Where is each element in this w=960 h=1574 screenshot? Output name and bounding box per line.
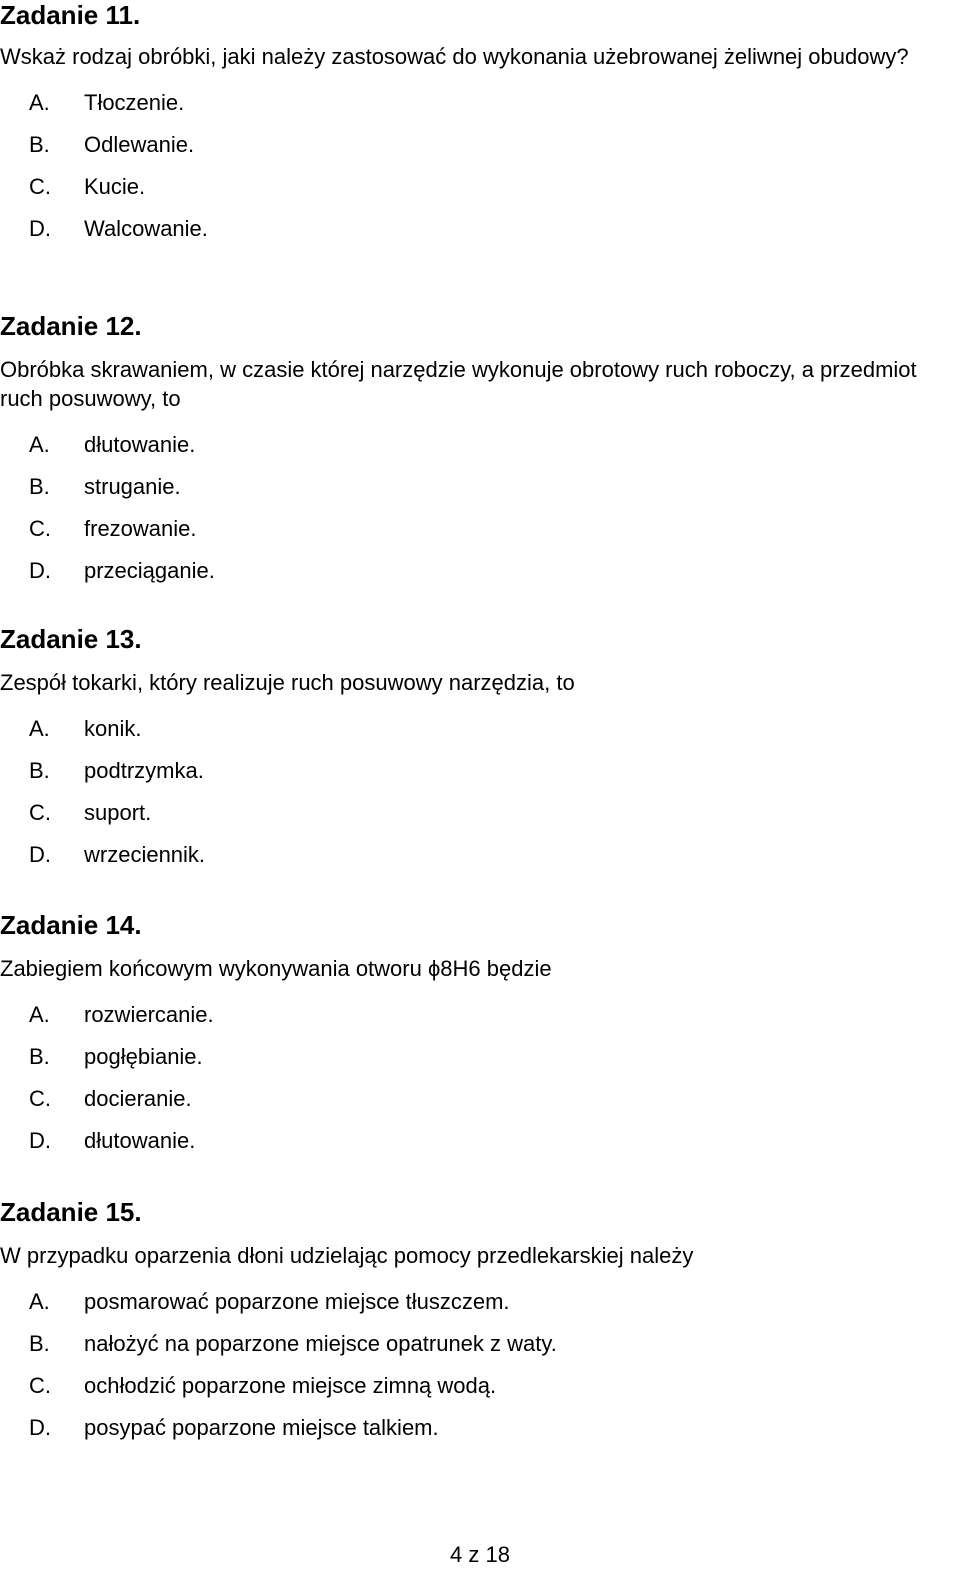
task-question: Zespół tokarki, który realizuje ruch posuwowy narzędzia, to	[0, 670, 575, 695]
answer-option-a	[0, 1003, 960, 1045]
answer-option-b	[0, 759, 960, 801]
answer-option-b	[0, 133, 960, 175]
task-title: Zadanie 15.	[0, 1197, 142, 1227]
answer-option-d	[0, 1416, 960, 1458]
answer-option-d	[0, 559, 960, 601]
answer-option-a	[0, 433, 960, 475]
option-text: Odlewanie.	[84, 132, 195, 157]
option-text: Walcowanie.	[84, 216, 208, 241]
answer-option-b	[0, 1332, 960, 1374]
option-letter: A.	[29, 1002, 50, 1027]
option-letter: C.	[29, 516, 51, 541]
answer-option-c	[0, 517, 960, 559]
option-text: dłutowanie.	[84, 1128, 196, 1153]
task-15	[0, 1197, 960, 1458]
option-text: pogłębianie.	[84, 1044, 203, 1069]
option-letter: D.	[29, 1128, 51, 1153]
answer-option-a	[0, 91, 960, 133]
option-letter: D.	[29, 842, 51, 867]
task-title: Zadanie 11.	[0, 0, 141, 30]
task-title: Zadanie 13.	[0, 624, 142, 654]
task-title: Zadanie 12.	[0, 311, 142, 341]
option-text: suport.	[84, 800, 152, 825]
option-text: nałożyć na poparzone miejsce opatrunek z waty.	[84, 1331, 557, 1356]
answer-option-b	[0, 475, 960, 517]
task-12	[0, 311, 960, 601]
option-letter: B.	[29, 474, 50, 499]
task-question: Obróbka skrawaniem, w czasie której narzędzie wykonuje obrotowy ruch roboczy, a przedmiot ruch posuwowy, to	[0, 357, 917, 411]
option-text: posypać poparzone miejsce talkiem.	[84, 1415, 439, 1440]
option-letter: A.	[29, 90, 50, 115]
option-text: docieranie.	[84, 1086, 192, 1111]
answer-option-d	[0, 843, 960, 885]
task-14	[0, 910, 960, 1171]
task-question: Wskaż rodzaj obróbki, jaki należy zastosować do wykonania użebrowanej żeliwnej obudowy?	[0, 44, 909, 69]
option-letter: D.	[29, 216, 51, 241]
option-letter: B.	[29, 758, 50, 783]
task-question: Zabiegiem końcowym wykonywania otworu ϕ8H6 będzie	[0, 956, 552, 981]
page-number: 4 z 18	[450, 1542, 510, 1567]
answer-option-a	[0, 717, 960, 759]
option-letter: C.	[29, 1373, 51, 1398]
option-text: Kucie.	[84, 174, 146, 199]
answer-option-d	[0, 217, 960, 259]
option-text: podtrzymka.	[84, 758, 204, 783]
answer-options	[0, 717, 960, 885]
task-question: W przypadku oparzenia dłoni udzielając pomocy przedlekarskiej należy	[0, 1243, 694, 1268]
answer-option-c	[0, 1087, 960, 1129]
option-letter: D.	[29, 558, 51, 583]
option-letter: C.	[29, 1086, 51, 1111]
answer-option-a	[0, 1290, 960, 1332]
option-letter: A.	[29, 716, 50, 741]
answer-option-c	[0, 801, 960, 843]
answer-option-d	[0, 1129, 960, 1171]
option-letter: B.	[29, 1331, 50, 1356]
option-letter: A.	[29, 432, 50, 457]
option-text: konik.	[84, 716, 142, 741]
option-letter: D.	[29, 1415, 51, 1440]
option-letter: C.	[29, 174, 51, 199]
option-letter: B.	[29, 132, 50, 157]
option-text: przeciąganie.	[84, 558, 215, 583]
option-text: ochłodzić poparzone miejsce zimną wodą.	[84, 1373, 497, 1398]
answer-options	[0, 1003, 960, 1171]
option-text: posmarować poparzone miejsce tłuszczem.	[84, 1289, 510, 1314]
answer-option-c	[0, 1374, 960, 1416]
option-letter: C.	[29, 800, 51, 825]
answer-option-b	[0, 1045, 960, 1087]
option-letter: A.	[29, 1289, 50, 1314]
answer-options	[0, 1290, 960, 1458]
option-text: wrzeciennik.	[84, 842, 206, 867]
answer-options	[0, 91, 960, 259]
task-title: Zadanie 14.	[0, 910, 142, 940]
option-text: rozwiercanie.	[84, 1002, 214, 1027]
option-text: Tłoczenie.	[84, 90, 185, 115]
task-13	[0, 624, 960, 885]
option-text: frezowanie.	[84, 516, 197, 541]
answer-option-c	[0, 175, 960, 217]
option-letter: B.	[29, 1044, 50, 1069]
option-text: dłutowanie.	[84, 432, 196, 457]
task-11	[0, 0, 960, 259]
option-text: struganie.	[84, 474, 181, 499]
answer-options	[0, 433, 960, 601]
